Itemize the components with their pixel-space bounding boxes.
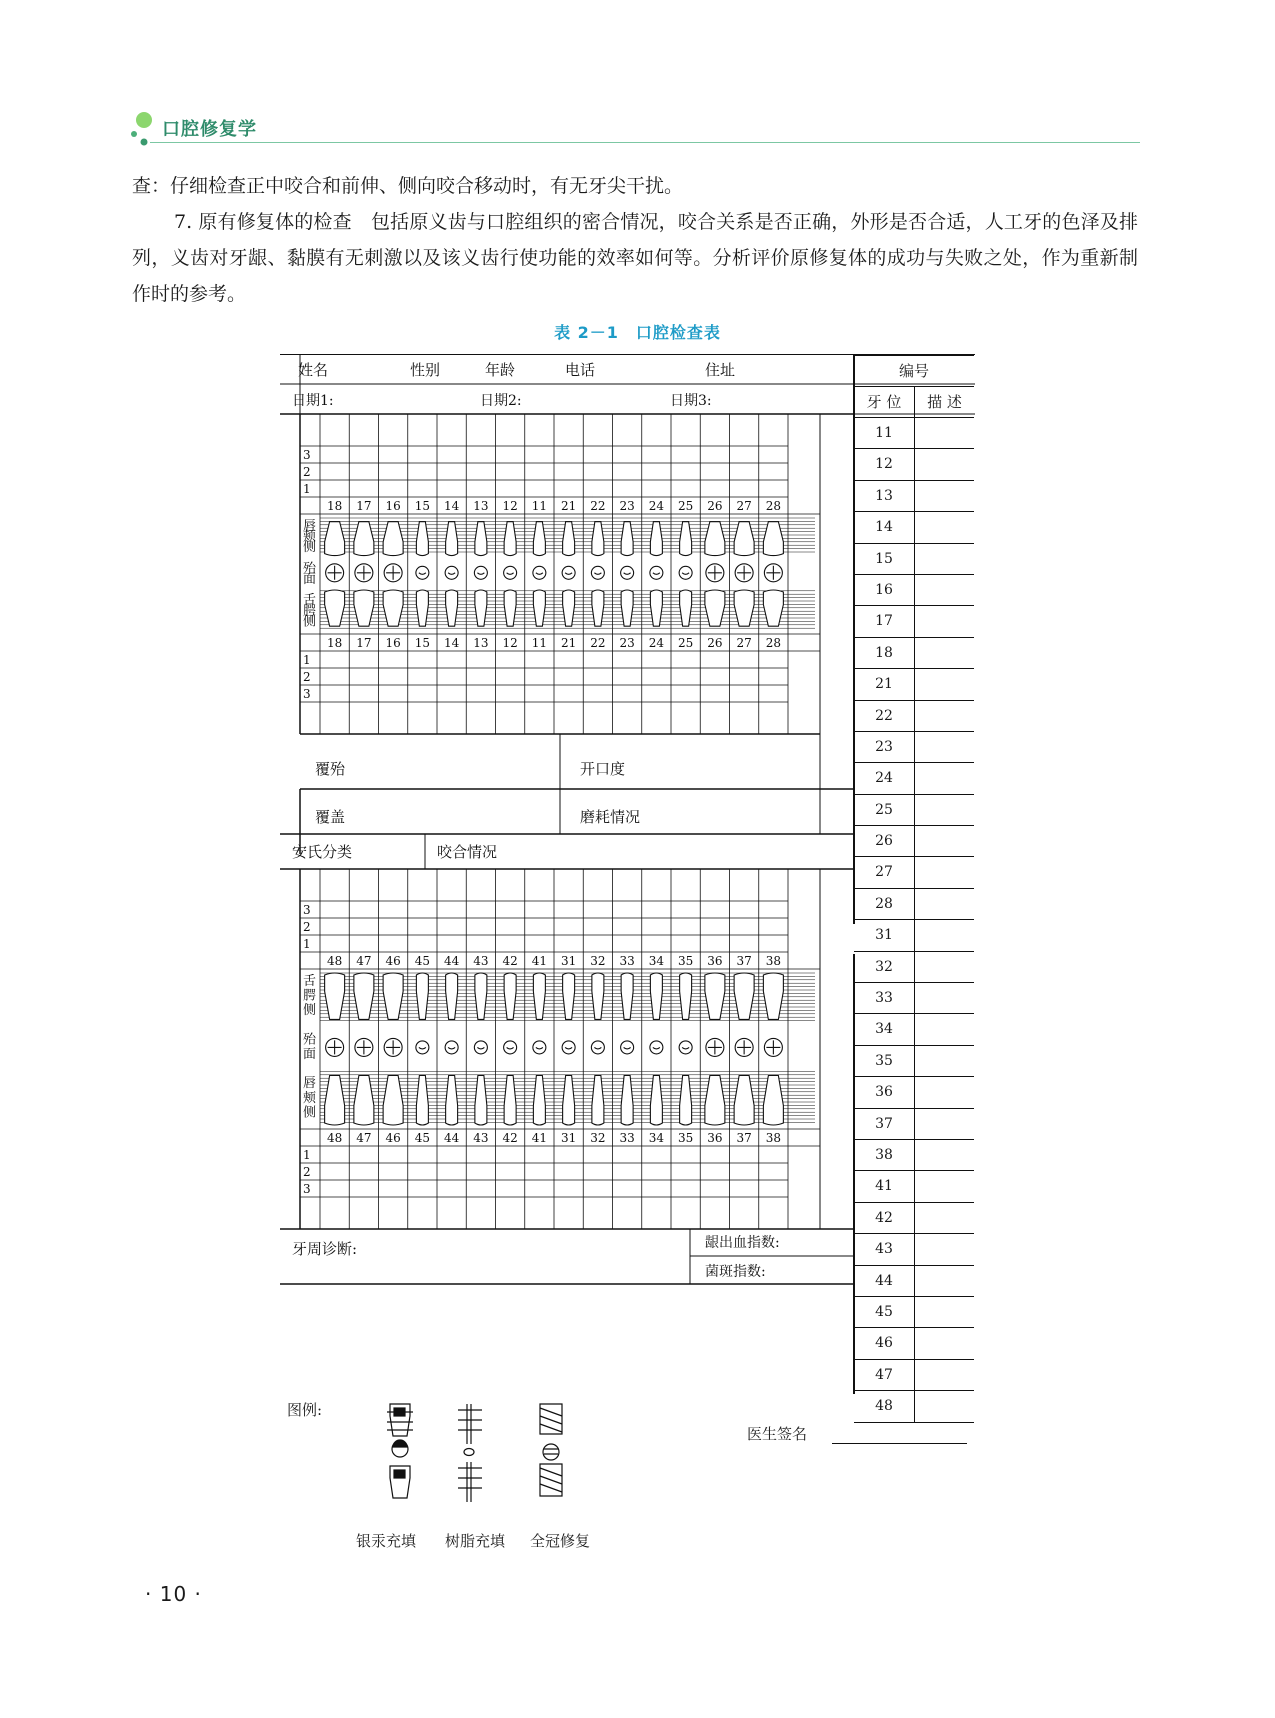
tooth-row-number: 15 xyxy=(854,544,915,574)
tooth-number: 38 xyxy=(765,954,782,968)
surface-label: 面 xyxy=(303,572,317,587)
tooth-row xyxy=(854,857,974,888)
tooth-number: 47 xyxy=(356,1131,372,1145)
tooth-drawing xyxy=(354,973,374,1125)
tooth-number: 35 xyxy=(677,954,694,968)
tooth-col-description: 描 述 xyxy=(927,393,962,411)
tooth-drawing xyxy=(705,973,725,1125)
tooth-row xyxy=(854,1266,974,1297)
grade-label: 1 xyxy=(303,482,311,496)
tooth-row-number: 34 xyxy=(854,1014,915,1044)
tooth-row-description[interactable] xyxy=(915,575,974,605)
tooth-row-number: 13 xyxy=(854,481,915,511)
tooth-number: 45 xyxy=(414,1131,431,1145)
tooth-number: 15 xyxy=(414,499,431,513)
tooth-row-number: 11 xyxy=(854,418,915,448)
tooth-number: 32 xyxy=(590,1131,606,1145)
tooth-row-number: 25 xyxy=(854,795,915,825)
tooth-drawing xyxy=(591,522,604,627)
tooth-row-number: 16 xyxy=(854,575,915,605)
tooth-number: 32 xyxy=(590,954,606,968)
tooth-drawing xyxy=(354,522,374,627)
tooth-row-number: 28 xyxy=(854,889,915,919)
surface-label: 面 xyxy=(303,1047,317,1062)
tooth-row-number: 42 xyxy=(854,1203,915,1233)
surface-label: 侧 xyxy=(303,1105,317,1121)
form-address-label: 住址 xyxy=(705,361,736,379)
tooth-row xyxy=(854,418,974,449)
tooth-number: 43 xyxy=(473,954,489,968)
tooth-row-description[interactable] xyxy=(915,1109,974,1139)
tooth-row xyxy=(854,1077,974,1108)
tooth-drawing xyxy=(533,973,546,1125)
tooth-row-description[interactable] xyxy=(915,1077,974,1107)
tooth-row xyxy=(854,1109,974,1140)
tooth-row xyxy=(854,763,974,794)
tooth-row xyxy=(854,1014,974,1045)
tooth-number: 28 xyxy=(765,499,782,513)
tooth-row xyxy=(854,1360,974,1391)
tooth-number: 31 xyxy=(560,1131,577,1145)
tooth-row-description[interactable] xyxy=(915,1234,974,1264)
surface-label: 殆 xyxy=(303,561,317,577)
surface-label: 侧 xyxy=(303,614,317,630)
tooth-col-position: 牙 位 xyxy=(854,387,915,417)
tooth-number: 14 xyxy=(443,636,460,650)
tooth-row-description[interactable] xyxy=(915,1203,974,1233)
tooth-number: 12 xyxy=(502,499,518,513)
angle-class-label: 安氏分类 xyxy=(292,843,353,861)
tooth-number: 34 xyxy=(648,954,665,968)
upper-chart-grid xyxy=(300,414,820,734)
tooth-row-number: 44 xyxy=(854,1266,915,1296)
tooth-row-number: 35 xyxy=(854,1046,915,1076)
surface-label: 舌 xyxy=(303,974,317,989)
tooth-number: 13 xyxy=(473,499,489,513)
tooth-number: 36 xyxy=(707,954,723,968)
tooth-row-number: 31 xyxy=(854,920,915,950)
tooth-number: 25 xyxy=(677,499,694,513)
tooth-number: 27 xyxy=(736,499,752,513)
tooth-row xyxy=(854,889,974,920)
plaque-index-label: 菌斑指数: xyxy=(705,1264,766,1280)
tooth-row xyxy=(854,1297,974,1328)
tooth-drawing xyxy=(504,522,517,627)
tooth-row-number: 21 xyxy=(854,669,915,699)
mouth-open-label: 开口度 xyxy=(580,760,626,778)
tooth-row-number: 36 xyxy=(854,1077,915,1107)
tooth-number: 28 xyxy=(765,636,782,650)
tooth-row xyxy=(854,701,974,732)
tooth-number: 33 xyxy=(619,1131,635,1145)
tooth-number: 27 xyxy=(736,636,752,650)
tooth-drawing xyxy=(650,522,663,627)
tooth-number: 41 xyxy=(531,1131,548,1145)
tooth-number: 46 xyxy=(385,954,401,968)
tooth-drawing xyxy=(562,973,575,1125)
tooth-row-description[interactable] xyxy=(915,952,974,982)
tooth-drawing xyxy=(383,522,403,627)
tooth-number: 17 xyxy=(356,636,372,650)
tooth-row-number: 46 xyxy=(854,1328,915,1358)
doctor-signature-label: 医生签名 xyxy=(747,1425,808,1443)
tooth-drawing xyxy=(416,973,429,1125)
tooth-row-description[interactable] xyxy=(915,669,974,699)
tooth-number: 47 xyxy=(356,954,372,968)
wear-label: 磨耗情况 xyxy=(580,808,641,826)
surface-label: 侧 xyxy=(303,540,317,556)
grade-label: 2 xyxy=(303,920,311,934)
tooth-row-number: 22 xyxy=(854,701,915,731)
tooth-row xyxy=(854,575,974,606)
tooth-number: 24 xyxy=(648,636,665,650)
form-phone-label: 电话 xyxy=(565,361,596,379)
tooth-number: 34 xyxy=(648,1131,665,1145)
tooth-row-number: 24 xyxy=(854,763,915,793)
tooth-row xyxy=(854,1328,974,1359)
grade-label: 3 xyxy=(303,448,311,462)
tooth-row xyxy=(854,983,974,1014)
tooth-drawing xyxy=(705,522,725,627)
tooth-row-description[interactable] xyxy=(915,857,974,887)
tooth-number: 15 xyxy=(414,636,431,650)
legend-icons xyxy=(370,1402,590,1527)
tooth-row-description[interactable] xyxy=(915,638,974,668)
tooth-row-description[interactable] xyxy=(915,1297,974,1327)
header-rule xyxy=(150,142,1140,143)
tooth-drawing xyxy=(679,973,692,1125)
tooth-drawing xyxy=(416,522,429,627)
tooth-table-head: 编号 xyxy=(854,354,974,387)
surface-label: 侧 xyxy=(303,1003,317,1019)
tooth-row-number: 47 xyxy=(854,1360,915,1390)
tooth-number: 43 xyxy=(473,1131,489,1145)
tooth-row-description[interactable] xyxy=(915,826,974,856)
tooth-number: 44 xyxy=(443,954,460,968)
grade-label: 2 xyxy=(303,465,311,479)
grade-label: 1 xyxy=(303,937,311,951)
tooth-row-number: 41 xyxy=(854,1171,915,1201)
tooth-number: 26 xyxy=(707,499,723,513)
tooth-number: 38 xyxy=(765,1131,782,1145)
tooth-drawing xyxy=(445,973,458,1125)
tooth-row xyxy=(854,606,974,637)
tooth-row-number: 33 xyxy=(854,983,915,1013)
tooth-number: 18 xyxy=(326,636,343,650)
tooth-number: 48 xyxy=(326,1131,343,1145)
overjet-label: 覆盖 xyxy=(315,808,346,826)
tooth-row-description[interactable] xyxy=(915,1391,974,1421)
grade-label: 1 xyxy=(303,653,311,667)
legend-crown: 全冠修复 xyxy=(530,1532,591,1550)
tooth-row xyxy=(854,1203,974,1234)
tooth-drawing xyxy=(763,522,783,627)
tooth-row-number: 18 xyxy=(854,638,915,668)
perio-diagnosis-label: 牙周诊断: xyxy=(292,1240,358,1258)
tooth-number: 21 xyxy=(560,636,577,650)
tooth-row xyxy=(854,638,974,669)
tooth-number: 17 xyxy=(356,499,372,513)
paragraph-2: 7. 原有修复体的检查 包括原义齿与口腔组织的密合情况，咬合关系是否正确，外形是否合适，人工牙的色泽及排列，义齿对牙龈、黏膜有无刺激以及该义齿行使功能的效率如何等。分析评价原修复体的成功与失败之处，作为重新制作时的参考。 xyxy=(132,211,1138,305)
header-title: 口腔修复学 xyxy=(162,119,257,140)
tooth-row-description[interactable] xyxy=(915,920,974,950)
tooth-row-description[interactable] xyxy=(915,732,974,762)
tooth-drawing xyxy=(734,522,754,627)
tooth-row-number: 37 xyxy=(854,1109,915,1139)
form-gender-label: 性别 xyxy=(410,361,441,379)
tooth-drawing xyxy=(474,522,487,627)
tooth-row xyxy=(854,1171,974,1202)
tooth-row-description[interactable] xyxy=(915,763,974,793)
tooth-row-number: 12 xyxy=(854,449,915,479)
tooth-row xyxy=(854,952,974,983)
tooth-drawing xyxy=(474,973,487,1125)
surface-label: 唇 xyxy=(303,519,317,534)
tooth-number: 36 xyxy=(707,1131,723,1145)
tooth-row xyxy=(854,449,974,480)
tooth-row-description[interactable] xyxy=(915,983,974,1013)
tooth-drawing xyxy=(325,522,345,627)
tooth-row xyxy=(854,732,974,763)
grade-label: 2 xyxy=(303,670,311,684)
resin-fill-icon xyxy=(458,1404,482,1502)
tooth-row-description[interactable] xyxy=(915,481,974,511)
tooth-row-number: 26 xyxy=(854,826,915,856)
tooth-drawing xyxy=(504,973,517,1125)
tooth-row-number: 38 xyxy=(854,1140,915,1170)
legend-resin: 树脂充填 xyxy=(445,1532,506,1550)
tooth-row-description[interactable] xyxy=(915,418,974,448)
tooth-row xyxy=(854,1391,974,1422)
tooth-row-number: 43 xyxy=(854,1234,915,1264)
tooth-row-number: 17 xyxy=(854,606,915,636)
tooth-number: 48 xyxy=(326,954,343,968)
grade-label: 1 xyxy=(303,1148,311,1162)
tooth-drawing xyxy=(679,522,692,627)
tooth-drawing xyxy=(591,973,604,1125)
surface-label: 舌 xyxy=(303,593,317,609)
tooth-row-description[interactable] xyxy=(915,1014,974,1044)
tooth-row xyxy=(854,826,974,857)
tooth-row-description[interactable] xyxy=(915,1140,974,1170)
tooth-number: 12 xyxy=(502,636,518,650)
tooth-row-description[interactable] xyxy=(915,795,974,825)
tooth-number: 24 xyxy=(648,499,665,513)
tooth-number: 46 xyxy=(385,1131,401,1145)
tooth-number: 35 xyxy=(677,1131,694,1145)
doctor-signature-line xyxy=(832,1443,967,1444)
tooth-row-description[interactable] xyxy=(915,701,974,731)
tooth-number: 21 xyxy=(560,499,577,513)
tooth-number: 42 xyxy=(502,1131,518,1145)
tooth-row-number: 45 xyxy=(854,1297,915,1327)
form-date1-label: 日期1: xyxy=(292,393,334,409)
tooth-number: 16 xyxy=(385,499,401,513)
legend-amalgam: 银汞充填 xyxy=(356,1532,417,1550)
tooth-number: 11 xyxy=(531,636,548,650)
form-date3-label: 日期3: xyxy=(670,393,712,409)
tooth-number: 25 xyxy=(677,636,694,650)
tooth-row-description[interactable] xyxy=(915,889,974,919)
tooth-row xyxy=(854,669,974,700)
surface-label: 腭 xyxy=(303,603,317,619)
tooth-number: 11 xyxy=(531,499,548,513)
tooth-number: 22 xyxy=(590,499,606,513)
page-number: · 10 · xyxy=(145,1582,202,1606)
tooth-number: 23 xyxy=(619,636,635,650)
tooth-drawing xyxy=(734,973,754,1125)
occlusion-label: 咬合情况 xyxy=(437,843,498,861)
tooth-drawing xyxy=(763,973,783,1125)
surface-label: 腭 xyxy=(303,988,317,1004)
tooth-row xyxy=(854,481,974,512)
tooth-drawing xyxy=(383,973,403,1125)
grade-label: 3 xyxy=(303,903,311,917)
grade-label: 3 xyxy=(303,687,311,701)
tooth-row-description[interactable] xyxy=(915,1046,974,1076)
tooth-number: 33 xyxy=(619,954,635,968)
tooth-number: 22 xyxy=(590,636,606,650)
tooth-row xyxy=(854,795,974,826)
tooth-number: 44 xyxy=(443,1131,460,1145)
tooth-row xyxy=(854,920,974,951)
surface-label: 颊 xyxy=(303,529,317,545)
tooth-row-description[interactable] xyxy=(915,1171,974,1201)
tooth-drawing xyxy=(533,522,546,627)
amalgam-fill-icon xyxy=(387,1404,413,1498)
surface-label: 颊 xyxy=(303,1090,317,1106)
tooth-row-number: 48 xyxy=(854,1391,915,1421)
tooth-row-description[interactable] xyxy=(915,1328,974,1358)
surface-label: 唇 xyxy=(303,1076,317,1092)
tooth-row xyxy=(854,1234,974,1265)
tooth-drawing xyxy=(445,522,458,627)
tooth-drawing xyxy=(621,522,634,627)
tooth-row xyxy=(854,1046,974,1077)
form-age-label: 年龄 xyxy=(485,361,516,379)
tooth-row-number: 23 xyxy=(854,732,915,762)
occlusion-section xyxy=(280,734,854,869)
tooth-row-description[interactable] xyxy=(915,1266,974,1296)
form-name-label: 姓名 xyxy=(298,361,329,379)
paragraph-1: 查：仔细检查正中咬合和前伸、侧向咬合移动时，有无牙尖干扰。 xyxy=(132,175,684,197)
tooth-row xyxy=(854,512,974,543)
tooth-row-number: 14 xyxy=(854,512,915,542)
tooth-number: 41 xyxy=(531,954,548,968)
tooth-number: 16 xyxy=(385,636,401,650)
tooth-number: 18 xyxy=(326,499,343,513)
tooth-position-table xyxy=(854,354,974,1423)
form-date2-label: 日期2: xyxy=(480,393,522,409)
tooth-row-description[interactable] xyxy=(915,512,974,542)
crown-icon xyxy=(540,1404,562,1496)
table-caption: 表 2－1 口腔检查表 xyxy=(554,323,721,342)
tooth-number: 45 xyxy=(414,954,431,968)
tooth-number: 23 xyxy=(619,499,635,513)
tooth-row-description[interactable] xyxy=(915,1360,974,1390)
lower-chart-grid xyxy=(300,869,820,1229)
tooth-drawing xyxy=(650,973,663,1125)
tooth-row-number: 32 xyxy=(854,952,915,982)
grade-label: 2 xyxy=(303,1165,311,1179)
tooth-number: 31 xyxy=(560,954,577,968)
tooth-drawing xyxy=(621,973,634,1125)
grade-label: 3 xyxy=(303,1182,311,1196)
tooth-row-description[interactable] xyxy=(915,606,974,636)
surface-label: 殆 xyxy=(303,1032,317,1048)
tooth-row xyxy=(854,544,974,575)
tooth-row-description[interactable] xyxy=(915,449,974,479)
tooth-number: 42 xyxy=(502,954,518,968)
tooth-row xyxy=(854,1140,974,1171)
bleeding-index-label: 龈出血指数: xyxy=(705,1235,780,1251)
tooth-row-description[interactable] xyxy=(915,544,974,574)
tooth-number: 26 xyxy=(707,636,723,650)
tooth-table-subhead xyxy=(854,387,974,418)
tooth-number: 14 xyxy=(443,499,460,513)
tooth-number: 37 xyxy=(736,1131,752,1145)
tooth-number: 13 xyxy=(473,636,489,650)
legend-label: 图例: xyxy=(287,1401,323,1419)
overbite-label: 覆殆 xyxy=(315,760,346,778)
tooth-drawing xyxy=(562,522,575,627)
tooth-row-number: 27 xyxy=(854,857,915,887)
tooth-number: 37 xyxy=(736,954,752,968)
tooth-drawing xyxy=(325,973,345,1125)
